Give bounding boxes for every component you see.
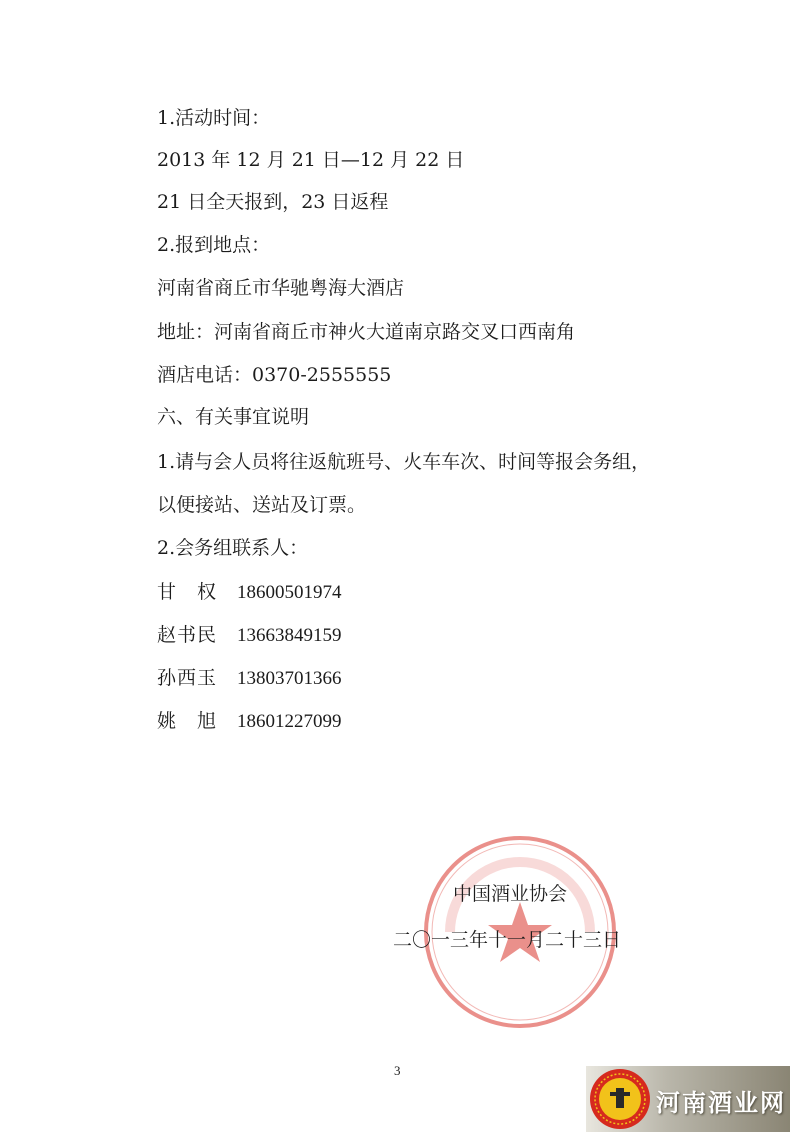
signature-organization: 中国酒业协会 [453, 883, 568, 905]
contact-phone: 13803701366 [237, 668, 342, 689]
travel-info-instruction-cont: 以便接站、送站及订票。 [157, 494, 367, 516]
contact-phone: 13663849159 [237, 625, 342, 646]
association-logo-icon [589, 1068, 651, 1130]
travel-info-instruction: 1.请与会人员将往返航班号、火车车次、时间等报会务组， [157, 451, 651, 473]
contact-phone: 18600501974 [237, 582, 342, 603]
hotel-name: 河南省商丘市华驰粤海大酒店 [157, 277, 405, 299]
hotel-address: 地址：河南省商丘市神火大道南京路交叉口西南角 [157, 321, 576, 343]
contact-name: 孙西玉 [157, 667, 218, 689]
contact-name: 赵书民 [157, 624, 218, 646]
section-contacts-heading: 2.会务组联系人： [157, 537, 309, 559]
arrival-return-note: 21 日全天报到，23 日返程 [157, 191, 389, 213]
contact-phone: 18601227099 [237, 711, 342, 732]
contact-name: 甘 权 [157, 581, 218, 603]
contact-row [157, 709, 342, 734]
contact-row [157, 623, 342, 648]
signature-date: 二〇一三年十一月二十三日 [393, 929, 622, 951]
contact-row [157, 580, 342, 605]
section-registration-place-heading: 2.报到地点： [157, 234, 271, 256]
section-related-matters-heading: 六、有关事宜说明 [157, 406, 310, 428]
hotel-phone: 酒店电话：0370-2555555 [157, 364, 392, 386]
watermark-badge [586, 1066, 790, 1132]
section-activity-time-heading: 1.活动时间： [157, 107, 271, 129]
watermark-text: 河南酒业网 [656, 1089, 786, 1117]
contact-name: 姚 旭 [157, 710, 218, 732]
activity-date-range: 2013 年 12 月 21 日—12 月 22 日 [157, 149, 465, 171]
contact-row [157, 666, 342, 691]
page-number: 3 [394, 1063, 401, 1078]
